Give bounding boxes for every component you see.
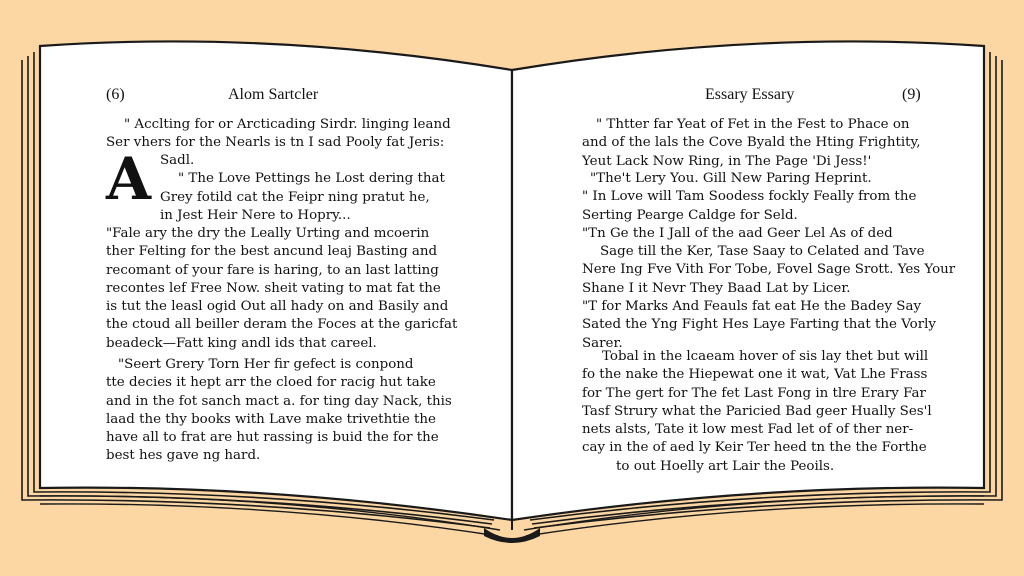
left-page-paragraph-3 bbox=[106, 356, 452, 466]
text-line: recontes lef Free Now. sheit vating to mat fat the bbox=[106, 280, 441, 296]
text-line: nets alsts, Tate it low mest Fad let of of ther ner- bbox=[582, 422, 914, 438]
right-page-paragraph-1 bbox=[582, 116, 921, 171]
text-line: Serting Pearge Caldge for Seld. bbox=[582, 207, 798, 223]
text-line: have all to frat are hut rassing is buid the for the bbox=[106, 430, 439, 446]
text-line: "Tn Ge the I Jall of the aad Geer Lel As of ded bbox=[582, 225, 893, 241]
text-line: for The gert for The fet Last Fong in tlre Erary Far bbox=[582, 385, 926, 401]
text-line: to out Hoelly art Lair the Peoils. bbox=[616, 458, 835, 474]
left-running-title: Alom Sartcler bbox=[228, 86, 319, 103]
left-page-paragraph-2 bbox=[106, 225, 457, 353]
text-line: cay in the of aed ly Keir Ter heed tn the the Forthe bbox=[582, 440, 927, 456]
text-line: laad the thy books with Lave make trivethtie the bbox=[106, 411, 436, 427]
drop-cap: A bbox=[106, 145, 152, 213]
right-page-number: (9) bbox=[902, 86, 921, 103]
text-line: best hes gave ng hard. bbox=[106, 448, 261, 464]
text-line: Grey fotild cat the Feipr ning pratut he, bbox=[160, 189, 430, 205]
text-line: Shane I it Nevr They Baad Lat by Licer. bbox=[582, 280, 851, 296]
text-line: and in the fot sanch mact a. for ting day Nack, this bbox=[106, 393, 452, 409]
book-spine bbox=[484, 528, 540, 543]
text-line: is tut the leasl ogid Out all hady on and Basily and bbox=[106, 299, 449, 315]
text-line: recomant of your fare is haring, to an last latting bbox=[106, 262, 439, 278]
right-page-paragraph-2 bbox=[582, 170, 955, 353]
text-line: the ctoud all beiller deram the Foces at the garicfat bbox=[106, 317, 458, 333]
text-line: " In Love will Tam Soodess fockly Feally from the bbox=[582, 189, 917, 205]
text-line: Tobal in the lcaeam hover of sis lay thet but will bbox=[602, 349, 929, 364]
text-line: Yeut Lack Now Ring, in The Page 'Di Jess!' bbox=[582, 153, 872, 169]
right-page-paragraph-3 bbox=[582, 348, 932, 476]
text-line: " Acclting for or Arcticading Sirdr. linging leand bbox=[124, 117, 451, 132]
text-line: ther Felting for the best ancund leaj Basting and bbox=[106, 244, 438, 260]
text-line: Sated the Yng Fight Hes Laye Farting that the Vorly bbox=[582, 317, 936, 333]
right-running-title: Essary Essary bbox=[705, 86, 795, 103]
left-page-number: (6) bbox=[106, 86, 125, 103]
text-line: Ser vhers for the Nearls is tn I sad Pooly fat Jeris: bbox=[106, 135, 445, 151]
text-line: in Jest Heir Nere to Hopry... bbox=[160, 207, 351, 223]
text-line: tte decies it hept arr the cloed for racig hut take bbox=[106, 375, 436, 391]
text-line: "The't Lery You. Gill New Paring Heprint. bbox=[590, 171, 872, 186]
text-line: "Fale ary the dry the Leally Urting and mcoerin bbox=[106, 226, 430, 241]
text-line: Tasf Strury what the Paricied Bad geer Hually Ses'l bbox=[582, 403, 932, 419]
text-line: "Seert Grery Torn Her fir gefect is conpond bbox=[118, 357, 414, 372]
text-line: and of the lals the Cove Byald the Hting Frightity, bbox=[582, 135, 921, 151]
text-line: fo the nake the Hiepewat one it wat, Vat Lhe Frass bbox=[582, 367, 928, 383]
text-line: " The Love Pettings he Lost dering that bbox=[178, 171, 445, 187]
text-line: "T for Marks And Feauls fat eat He the Badey Say bbox=[582, 299, 922, 315]
text-line: Sage till the Ker, Tase Saay to Celated and Tave bbox=[600, 244, 925, 260]
text-line: beadeck—Fatt king andl ids that careel. bbox=[106, 335, 377, 351]
text-line: Sadl. bbox=[160, 153, 195, 168]
left-page-paragraph-1 bbox=[106, 116, 451, 153]
text-line: Sarer. bbox=[582, 335, 623, 351]
left-page-dropcap-paragraph bbox=[160, 152, 445, 225]
text-line: Nere Ing Fve Vith For Tobe, Fovel Sage Srott. Yes Your bbox=[582, 262, 956, 278]
text-line: " Thtter far Yeat of Fet in the Fest to Phace on bbox=[596, 117, 910, 132]
